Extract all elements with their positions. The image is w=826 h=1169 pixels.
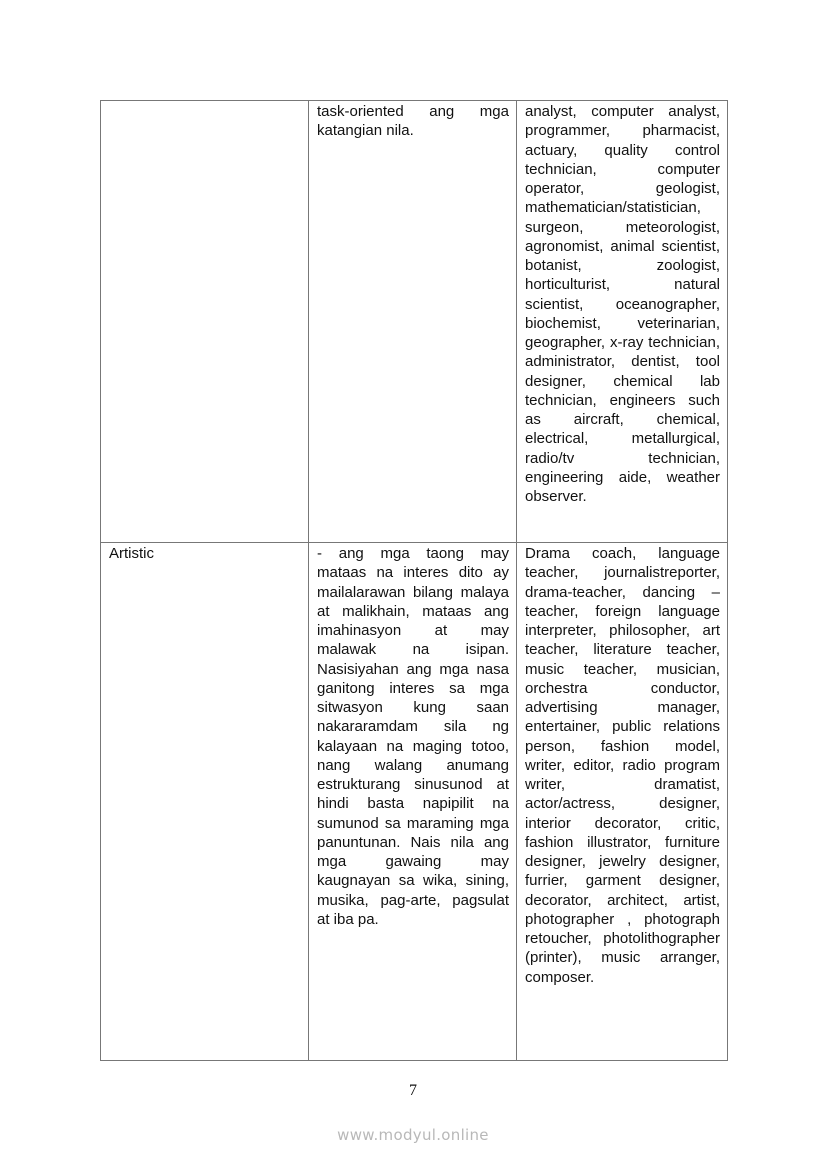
table-row: [101, 101, 728, 543]
page-number: 7: [409, 1082, 417, 1099]
career-interest-table: [100, 100, 728, 1061]
description-cell: - ang mga taong may mataas na interes dito ay mailalarawan bilang malaya at malikhain, mataas ang imahinasyon at may malawak na isipan. Nasisiyahan ang mga nasa ganitong interes sa mga sitwasyon kung saan nakararamdam sila ng kalayaan na maging totoo, nang walang anumang estrukturang sinusunod at hindi basta napipilit na sumunod sa maraming mga panuntunan. Nais nila ang mga gawaing may kaugnayan sa wika, sining, musika, pag-arte, pagsulat at iba pa.: [309, 543, 517, 1061]
careers-cell: Drama coach, language teacher, journalistreporter, drama-teacher, dancing – teacher, foreign language interpreter, philosopher, art teacher, literature teacher, music teacher, musician, orchestra conductor, advertising manager, entertainer, public relations person, fashion model, writer, editor, radio program writer, dramatist, actor/actress, designer, interior decorator, critic, fashion illustrator, furniture designer, jewelry designer, furrier, garment designer, decorator, architect, artist, photographer , photograph retoucher, photolithographer (printer), music arranger, composer.: [517, 543, 728, 1061]
careers-cell: analyst, computer analyst, programmer, pharmacist, actuary, quality control technician, computer operator, geologist, mathematician/statistician, surgeon, meteorologist, agronomist, animal scientist, botanist, zoologist, horticulturist, natural scientist, oceanographer, biochemist, veterinarian, geographer, x-ray technician, administrator, dentist, tool designer, chemical lab technician, engineers such as aircraft, chemical, electrical, metallurgical, radio/tv technician, engineering aide, weather observer.: [517, 101, 728, 543]
interest-type-cell: Artistic: [101, 543, 309, 1061]
watermark: www.modyul.online: [337, 1126, 489, 1144]
description-cell: task-oriented ang mga katangian nila.: [309, 101, 517, 543]
table-row: [101, 543, 728, 1061]
interest-type-cell: [101, 101, 309, 543]
